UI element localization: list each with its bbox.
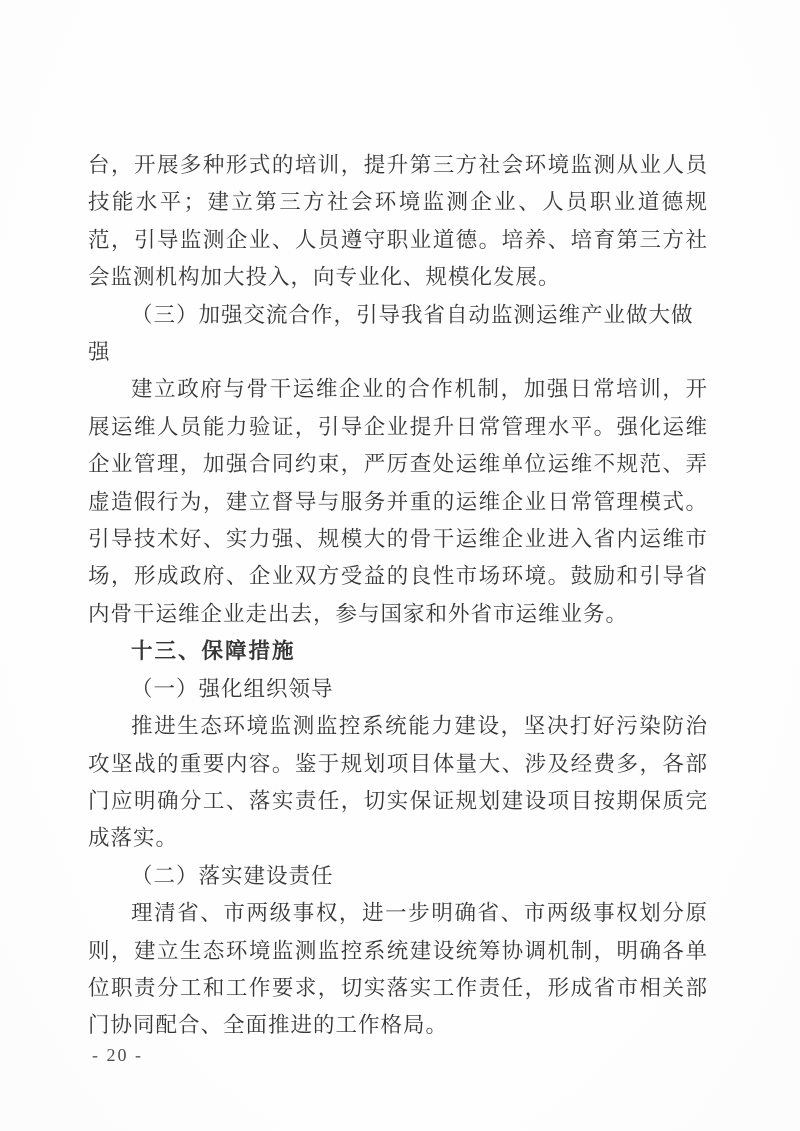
section-heading: 十三、保障措施 <box>131 639 296 664</box>
sub-section-heading: （三）加强交流合作，引导我省自动监测运维产业做大做强 <box>88 302 694 365</box>
sub-section-heading: （一）强化组织领导 <box>131 676 334 701</box>
page-number: - 20 - <box>92 1045 143 1065</box>
body-paragraph: 台，开展多种形式的培训，提升第三方社会环境监测从业人员技能水平；建立第三方社会环境监测企业、人员职业道德规范，引导监测企业、人员遵守职业道德。培养、培育第三方社会监测机构加大投入，向专业化、规模化发展。 <box>88 153 708 290</box>
document-body <box>88 147 708 1045</box>
body-paragraph: 建立政府与骨干运维企业的合作机制，加强日常培训，开展运维人员能力验证，引导企业提升日常管理水平。强化运维企业管理，加强合同约束，严厉查处运维单位运维不规范、弄虚造假行为，建立督导与服务并重的运维企业日常管理模式。引导技术好、实力强、规模大的骨干运维企业进入省内运维市场，形成政府、企业双方受益的良性市场环境。鼓励和引导省内骨干运维企业走出去，参与国家和外省市运维业务。 <box>88 377 708 626</box>
body-paragraph: 推进生态环境监测监控系统能力建设，坚决打好污染防治攻坚战的重要内容。鉴于规划项目体量大、涉及经费多，各部门应明确分工、落实责任，切实保证规划建设项目按期保质完成落实。 <box>88 714 708 851</box>
sub-section-heading: （二）落实建设责任 <box>131 863 334 888</box>
body-paragraph: 理清省、市两级事权，进一步明确省、市两级事权划分原则，建立生态环境监测监控系统建设统筹协调机制，明确各单位职责分工和工作要求，切实落实工作责任，形成省市相关部门协同配合、全面推进的工作格局。 <box>88 901 708 1038</box>
